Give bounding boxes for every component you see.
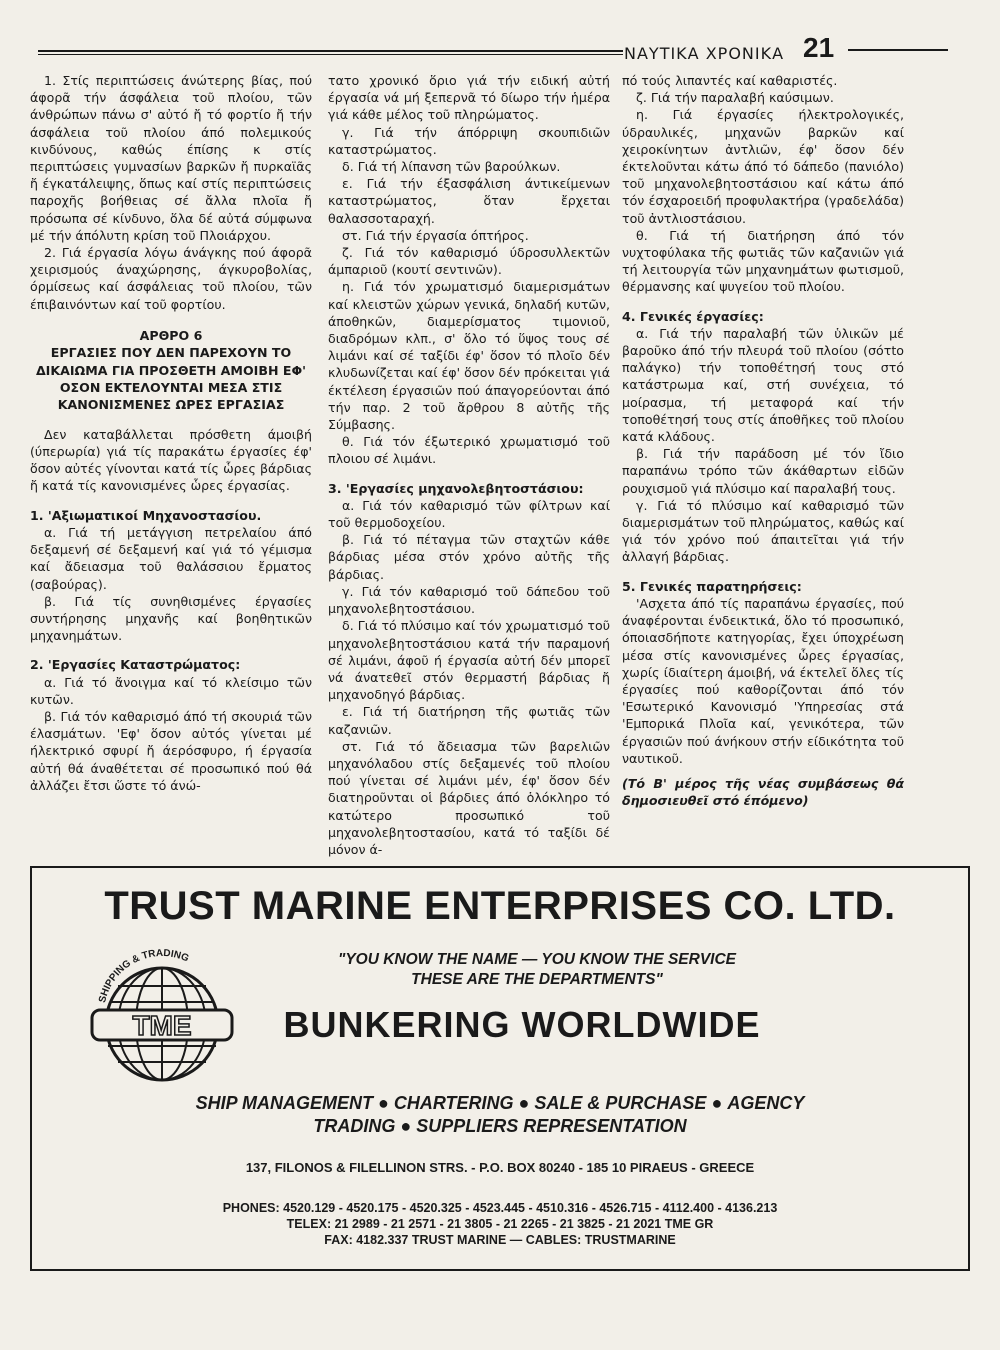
header-rule-thin bbox=[38, 54, 623, 55]
advertisement-box bbox=[30, 866, 970, 1271]
article-title: ΕΡΓΑΣΙΕΣ ΠΟΥ ΔΕΝ ΠΑΡΕΧΟΥΝ ΤΟ ΔΙΚΑΙΩΜΑ ΓΙΑ ΠΡΟΣΘΕΤΗ ΑΜΟΙΒΗ ΕΦ' ΟΣΟΝ ΕΚΤΕΛΟΥΝΤΑΙ ΜΕΣΑ ΣΤΙΣ ΚΑΝΟΝΙΣΜΕΝΕΣ ΩΡΕΣ ΕΡΓΑΣΙΑΣ bbox=[35, 345, 307, 413]
paragraph: α. Γιά τόν καθαρισμό τῶν φίλτρων καί τοῦ θερμοδοχείου. bbox=[328, 497, 610, 531]
header-rule bbox=[38, 50, 623, 52]
paragraph: στ. Γιά τό ἄδειασμα τῶν βαρελιῶν μηχανόλαδου στίς δεξαμενές τοῦ πλοίου πού γίνεται σέ λιμάνι μέν, έφ' ὅσον δέν διατηροῦνται οἱ βάρδιες άπό ὁλόκληρο τό κατώτερο προσωπικό τοῦ μηχανολεβητοστασίου, κατά τό ταξίδι δέ μόνον ά- bbox=[328, 738, 610, 857]
paragraph: θ. Γιά τόν έξωτερικό χρωματισμό τοῦ πλοιου σέ λιμάνι. bbox=[328, 434, 610, 467]
article-number: ΑΡΘΡΟ 6 bbox=[139, 327, 203, 343]
paragraph: στ. Γιά τήν έργασία όπτήρος. bbox=[342, 227, 529, 243]
section-heading: 2. 'Εργασίες Καταστρώματος: bbox=[30, 657, 241, 673]
paragraph: 2. Γιά έργασία λόγω άνάγκης πού άφορᾶ χειρισμούς άναχώρησης, άγκυροβολίας, όρμίσεως καί άσφάλειας τοῦ πλοίου, τῶν έπιβαινόντων καί τοῦ φορτίου. bbox=[30, 245, 312, 312]
text-column-3 bbox=[622, 72, 904, 809]
fax-cables: FAX: 4182.337 TRUST MARINE — CABLES: TRUSTMARINE bbox=[324, 1233, 676, 1247]
address: 137, FILONOS & FILELLINON STRS. - P.O. BOX 80240 - 185 10 PIRAEUS - GREECE bbox=[245, 1160, 755, 1175]
logo-arc-text: SHIPPING & TRADING bbox=[97, 947, 191, 1004]
bullet-icon: ● bbox=[711, 1093, 728, 1113]
bullet-icon: ● bbox=[518, 1093, 535, 1113]
slogan bbox=[227, 950, 847, 990]
section-heading: 3. 'Εργασίες μηχανολεβητοστάσιου: bbox=[328, 480, 584, 496]
paragraph: β. Γιά τίς συνηθισμένες έργασίες συντήρησης μηχανῆς καί βοηθητικῶν μηχανημάτων. bbox=[30, 593, 312, 644]
header-rule-right bbox=[848, 49, 948, 51]
paragraph: η. Γιά έργασίες ήλεκτρολογικές, ύδραυλικές, μηχανῶν βαρκῶν καί χειροκίνητων ἀντλιῶν, έφ' ὅσον δέν έκτελοῦνται κάτω άπό τό δάπεδο (πανιόλο) τοῦ μηχανολεβητοστάσιου καί κάτω άπό τόν έσχαροειδή προφυλακτήρα (γραδελάδα) τοῦ ἀντλιοστάσιου. bbox=[622, 107, 904, 226]
globe-logo-icon bbox=[82, 944, 242, 1094]
paragraph: γ. Γιά τόν καθαρισμό τοῦ δάπεδου τοῦ μηχανολεβητοστάσιου. bbox=[328, 583, 610, 617]
article-heading bbox=[30, 327, 312, 414]
text-column-2 bbox=[328, 72, 610, 858]
service-item: SHIP MANAGEMENT bbox=[195, 1093, 373, 1113]
contact-details bbox=[32, 1200, 968, 1248]
paragraph: β. Γιά τόν καθαρισμό άπό τή σκουριά τῶν έλασμάτων. 'Εφ' ὅσον αὐτός γίνεται μέ ήλεκτρικό σφυρί ἤ άερόσφυρο, ή έργασία αὐτή θά άναθέτεται σέ προσωπικό πού θά ἀλλάζει ἔτσι ὥστε τό άνώ- bbox=[30, 708, 312, 793]
section-heading: 1. 'Αξιωματικοί Μηχανοστασίου. bbox=[30, 507, 262, 523]
paragraph: 1. Στίς περιπτώσεις άνώτερης βίας, πού άφορᾶ τήν άσφάλεια τοῦ πλοίου, τῶν άνθρώπων πάνω σ' αὐτό ἤ τό φορτίο ἤ τήν άσφάλεια τοῦ πλοίου άπό πολεμικούς κινδύνους, καθώς έπίσης κ στίς περιπτώσεις γυμνασίων βαρκῶν ἤ πυρκαϊᾶς ἤ έγκατάλειψης, ὅπως καί στίς περιπτώσεις παροχῆς βοήθειας σέ ἄλλα πλοῖα ἤ πρόσωπα σέ κίνδυνο, ὅλα δέ αὐτά σύμφωνα μέ τήν άπόλυτη κρίση τοῦ Πλοιάρχου. bbox=[30, 73, 312, 243]
continuation-note: (Τό Β' μέρος τῆς νέας συμβάσεως θά δημοσιευθεῖ στό έπόμενο) bbox=[622, 775, 904, 809]
services-line-2 bbox=[32, 1115, 968, 1138]
paragraph: α. Γιά τήν παραλαβή τῶν ὑλικῶν μέ βαροῦκο άπό τήν πλευρά τοῦ πλοίου (σότto παλάγκο) τήν τοποθέτησή τους στό κατάστρωμα καί, στή συνέχεια, τό μοίρασμα, τή μεταφορά καί τήν τοποθέτησή τους στίς άποθῆκες τοῦ πλοίου κατά κλάδους. bbox=[622, 325, 904, 445]
service-item: SALE & PURCHASE bbox=[534, 1093, 707, 1113]
paragraph: γ. Γιά τήν άπόρριψη σκουπιδιῶν καταστρώματος. bbox=[328, 124, 610, 157]
service-item: SUPPLIERS REPRESENTATION bbox=[416, 1116, 687, 1136]
slogan-line: "YOU KNOW THE NAME — YOU KNOW THE SERVICE bbox=[337, 951, 737, 968]
services-line-1 bbox=[32, 1092, 968, 1115]
paragraph: ε. Γιά τήν έξασφάλιση άντικείμενων καταστρώματος, ὅταν ἔρχεται θαλασσοταραχή. bbox=[328, 176, 610, 226]
logo-letters: TME bbox=[132, 1010, 192, 1041]
service-item: AGENCY bbox=[727, 1093, 805, 1113]
paragraph: α. Γιά τό ἄνοιγμα καί τό κλείσιμο τῶν κυτῶν. bbox=[30, 674, 312, 707]
paragraph: α. Γιά τή μετάγγιση πετρελαίου άπό δεξαμενή σέ δεξαμενή καί γιά τό γέμισμα καί ἄδειασμα τοῦ θαλάσσιου ἔρματος (σαβούρας). bbox=[30, 524, 312, 592]
service-item: TRADING bbox=[313, 1116, 396, 1136]
text-column-1 bbox=[30, 72, 312, 794]
page-header bbox=[38, 34, 948, 74]
paragraph: Δεν καταβάλλεται πρόσθετη άμοιβή (ύπερωρία) γιά τίς παρακάτω έργασίες έφ' ὅσον αὐτές γίνονται κατά τίς ὧρες βάρδιας ἤ κατά τίς κανονισμένες ὧρες έργασίας. bbox=[30, 426, 312, 494]
paragraph: ε. Γιά τή διατήρηση τῆς φωτιᾶς τῶν καζανιῶν. bbox=[328, 704, 610, 737]
paragraph: β. Γιά τό πέταγμα τῶν σταχτῶν κάθε βάρδιας μέσα στόν χρόνο αὐτῆς τῆς βάρδιας. bbox=[328, 532, 610, 582]
paragraph: η. Γιά τόν χρωματισμό διαμερισμάτων καί κλειστῶν χώρων γενικά, δηλαδή κυτῶν, άποθηκῶν, διαμερίσματος τιμονιοῦ, διαδρόμων κλπ., σ' ὅλο τό ὕψος τους σέ λιμάνι καί σέ ταξίδι έφ' ὅσον τό πλοῖο δέν κλυδωνίζεται καί έφ' ὅσον δέν πρόκειται γιά έκτέλεση έργασιῶν πού άπαγορεύονται άπό τήν παρ. 2 τοῦ ἄρθρου 8 αὐτῆς τῆς Σύμβασης. bbox=[328, 279, 611, 433]
section-heading: 5. Γενικές παρατηρήσεις: bbox=[622, 578, 802, 594]
paragraph: ζ. Γιά τήν παραλαβή καύσιμων. bbox=[636, 90, 834, 106]
page-number: 21 bbox=[803, 32, 835, 63]
phones: PHONES: 4520.129 - 4520.175 - 4520.325 - 4523.445 - 4510.316 - 4526.715 - 4112.400 - 4136.213 bbox=[222, 1201, 778, 1215]
paragraph: θ. Γιά τή διατήρηση άπό τόν νυχτοφύλακα τῆς φωτιᾶς τῶν καζανιῶν γιά τή λειτουργία τῶν μηχανημάτων φωτισμοῦ, θέρμανσης καί ψυγείου τοῦ πλοίου. bbox=[622, 227, 904, 295]
slogan-line: THESE ARE THE DEPARTMENTS" bbox=[411, 971, 663, 988]
paragraph: τατο χρονικό ὅριο γιά τήν ειδική αὐτή έργασία νά μή ξεπερνᾶ τό δίωρο τήν ἡμέρα γιά κάθε μέλος τοῦ πληρώματος. bbox=[328, 73, 610, 123]
paragraph: δ. Γιά τό πλύσιμο καί τόν χρωματισμό τοῦ μηχανολεβητοστάσιου κατά τήν παραμονή σέ λιμάνι, άφοῦ ή έργασία αὐτή δέν μπορεῖ νά άνατεθεῖ στόν θερμαστή βάρδιας ἤ μηχανοδηγό βάρδιας. bbox=[328, 618, 610, 703]
paragraph: β. Γιά τήν παράδοση μέ τόν ἴδιο παραπάνω τρόπο τῶν άκάθαρτων εἰδῶν ρουχισμοῦ γιά πλύσιμο καί παραλαβή τους. bbox=[622, 446, 904, 496]
paragraph: γ. Γιά τό πλύσιμο καί καθαρισμό τῶν διαμερισμάτων τοῦ πληρώματος, καθώς καί γιά τόν χρόνο πού άπαιτεῖται γιά τήν ἀλλαγή βάρδιας. bbox=[622, 497, 904, 565]
publication-title: ΝΑΥΤΙΚΑ ΧΡΟΝΙΚΑ bbox=[624, 44, 785, 63]
paragraph: πό τούς λιπαντές καί καθαριστές. bbox=[622, 73, 838, 88]
bullet-icon: ● bbox=[377, 1093, 394, 1113]
company-name: TRUST MARINE ENTERPRISES CO. LTD. bbox=[104, 884, 896, 928]
paragraph: δ. Γιά τή λίπανση τῶν βαρούλκων. bbox=[342, 159, 561, 175]
service-item: CHARTERING bbox=[393, 1093, 514, 1113]
section-heading: 4. Γενικές έργασίες: bbox=[622, 308, 764, 324]
telex: TELEX: 21 2989 - 21 2571 - 21 3805 - 21 2265 - 21 3825 - 21 2021 TME GR bbox=[286, 1217, 714, 1231]
paragraph: ζ. Γιά τόν καθαρισμό ύδροσυλλεκτῶν άμπαριοῦ (κουτί σεντινῶν). bbox=[328, 245, 610, 278]
paragraph: 'Ασχετα άπό τίς παραπάνω έργασίες, πού άναφέρονται ένδεικτικά, ὅλο τό προσωπικό, όποιασδήποτε κατηγορίας, ἔχει ύποχρέωση μέσα στίς κανονισμένες ὧρες έργασίας, χωρίς ίδιαίτερη άμοιβή, νά έκτελεῖ ὅλες τίς έργασίες πού καθορίζονται άπό τόν 'Εσωτερικό Κανονισμό 'Υπηρεσίας στά 'Εμπορικά Πλοῖα καί, γενικότερα, τῶν έργασιῶν πού άνήκουν στήν είδικότητα τοῦ ναυτικοῦ. bbox=[622, 595, 904, 766]
bunkering-headline: BUNKERING WORLDWIDE bbox=[283, 1004, 761, 1045]
bullet-icon: ● bbox=[400, 1116, 417, 1136]
services-list bbox=[32, 1092, 968, 1138]
